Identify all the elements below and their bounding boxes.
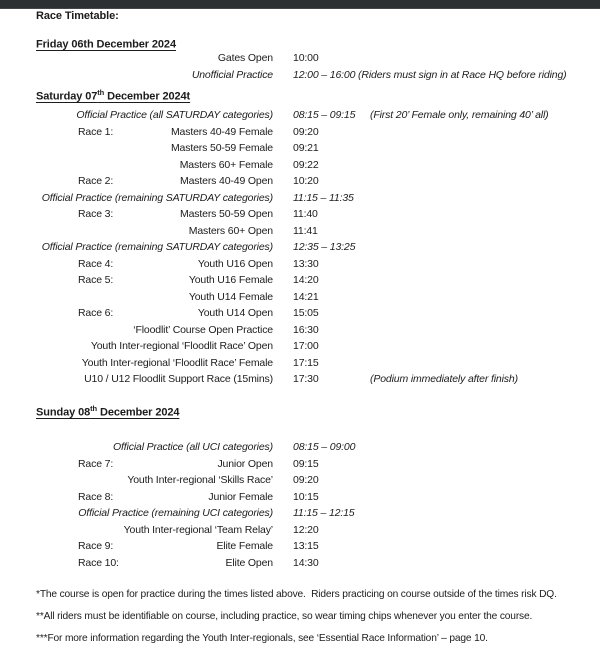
event-name: Official Practice (all UCI categories) [112,441,273,453]
event-name: Masters 60+ Female [179,158,273,171]
start-time: 09:22 [293,158,319,171]
start-time: 11:41 [293,224,318,237]
start-time: 12:20 [293,523,319,536]
timetable-row [36,239,600,256]
timetable-row [36,173,600,190]
event-name: Masters 60+ Open [188,224,273,237]
start-time: 10:00 [293,52,319,64]
start-time: 08:15 – 09:15 [293,109,356,121]
start-time: 09:15 [293,457,319,470]
event-name: Youth Inter-regional ‘Floodlit Race’ Female [81,356,273,369]
start-time: 11:15 – 11:35 [293,191,354,204]
start-time: 12:00 – 16:00 (Riders must sign in at Race HQ before riding) [293,68,567,81]
race-label: Race 9: [78,540,114,552]
timetable-row [36,439,600,456]
race-label: Race 8: [78,490,114,503]
timetable-row [36,371,600,388]
timetable-row [36,124,600,141]
timetable-row [36,456,600,473]
start-time: 10:20 [293,175,319,187]
event-name: Youth Inter-regional ‘Skills Race’ [127,474,273,486]
event-name: Youth U14 Open [197,307,273,319]
footnote: *The course is open for practice during the times listed above. Riders practicing on course outside of the times risk DQ. [36,589,557,600]
heading-text-pre: Sunday 08 [36,406,91,419]
timetable-row [36,50,600,67]
timetable-row [36,505,600,522]
race-label: Race 4: [78,257,114,270]
race-label: Race 10: [78,556,119,569]
event-name: ‘Floodlit’ Course Open Practice [133,323,273,336]
row-note: (Podium immediately after finish) [370,373,518,385]
start-time: 15:05 [293,307,319,319]
start-time: 08:15 – 09:00 [293,441,356,453]
timetable-row [36,157,600,174]
event-name: Elite Female [216,540,273,552]
start-time: 11:40 [293,208,318,220]
timetable-row [36,472,600,489]
start-time: 12:35 – 13:25 [293,241,356,253]
timetable-row [36,305,600,322]
race-label: Race 1: [78,125,114,138]
event-name: Gates Open [217,52,273,64]
start-time: 17:30 [293,373,319,385]
row-note: (First 20’ Female only, remaining 40’ all) [370,109,549,121]
timetable-row [36,272,600,289]
timetable-row [36,538,600,555]
timetable-row [36,289,600,306]
section-heading [36,36,176,51]
start-time: 09:20 [293,125,319,138]
event-name: Elite Open [225,556,273,569]
footnote: ***For more information regarding the Youth Inter-regionals, see ‘Essential Race Information’ – page 10. [36,633,488,644]
race-label: Race 5: [78,274,114,286]
start-time: 13:30 [293,257,319,270]
race-label: Race 2: [78,175,114,187]
start-time: 14:30 [293,556,319,569]
timetable-row [36,140,600,157]
heading-superscript: th [97,88,105,97]
section-rows [36,439,600,571]
timetable-row [36,206,600,223]
race-label: Race 6: [78,307,114,319]
heading-superscript: th [90,404,98,413]
event-name: U10 / U12 Floodlit Support Race (15mins) [84,373,273,385]
start-time: 13:15 [293,540,319,552]
event-name: Official Practice (remaining SATURDAY categories) [41,191,273,204]
heading-text-post: December 2024 [97,406,180,419]
timetable-row [36,522,600,539]
heading-text-post: December 2024t [104,90,191,103]
start-time: 16:30 [293,323,319,336]
timetable-row [36,355,600,372]
timetable-row [36,489,600,506]
start-time: 14:20 [293,274,319,286]
heading-text-pre: Friday 06th December 2024 [36,38,176,51]
event-name: Masters 50-59 Female [170,142,273,154]
section-heading [36,404,179,419]
event-name: Youth Inter-regional ‘Team Relay’ [123,523,273,536]
event-name: Official Practice (all SATURDAY categories) [76,109,273,121]
timetable-row [36,256,600,273]
start-time: 17:00 [293,340,319,352]
start-time: 11:15 – 12:15 [293,507,355,519]
timetable-row [36,67,600,84]
footnote: **All riders must be identifiable on course, including practice, so wear timing chips whenever you enter the course. [36,611,533,622]
event-name: Unofficial Practice [191,68,273,81]
start-time: 14:21 [293,290,319,303]
event-name: Junior Female [208,490,273,503]
top-bar [0,0,600,9]
start-time: 17:15 [293,356,319,369]
timetable-row [36,223,600,240]
race-label: Race 7: [78,457,114,470]
race-label: Race 3: [78,208,114,220]
timetable-row [36,107,600,124]
start-time: 09:20 [293,474,319,486]
section-rows [36,107,600,388]
event-name: Official Practice (remaining SATURDAY categories) [41,241,273,253]
page-title: Race Timetable: [36,10,119,22]
timetable-row [36,338,600,355]
start-time: 10:15 [293,490,319,503]
timetable-row [36,322,600,339]
event-name: Masters 40-49 Open [179,175,273,187]
event-name: Youth U16 Female [188,274,273,286]
section-heading [36,88,190,103]
heading-text-pre: Saturday 07 [36,90,98,103]
event-name: Masters 50-59 Open [179,208,273,220]
event-name: Junior Open [217,457,273,470]
timetable-row [36,190,600,207]
start-time: 09:21 [293,142,319,154]
section-rows [36,50,600,83]
event-name: Youth Inter-regional ‘Floodlit Race’ Open [90,340,273,352]
event-name: Youth U16 Open [197,257,273,270]
event-name: Youth U14 Female [188,290,273,303]
event-name: Official Practice (remaining UCI categories) [78,507,273,519]
timetable-row [36,555,600,572]
event-name: Masters 40-49 Female [170,125,273,138]
